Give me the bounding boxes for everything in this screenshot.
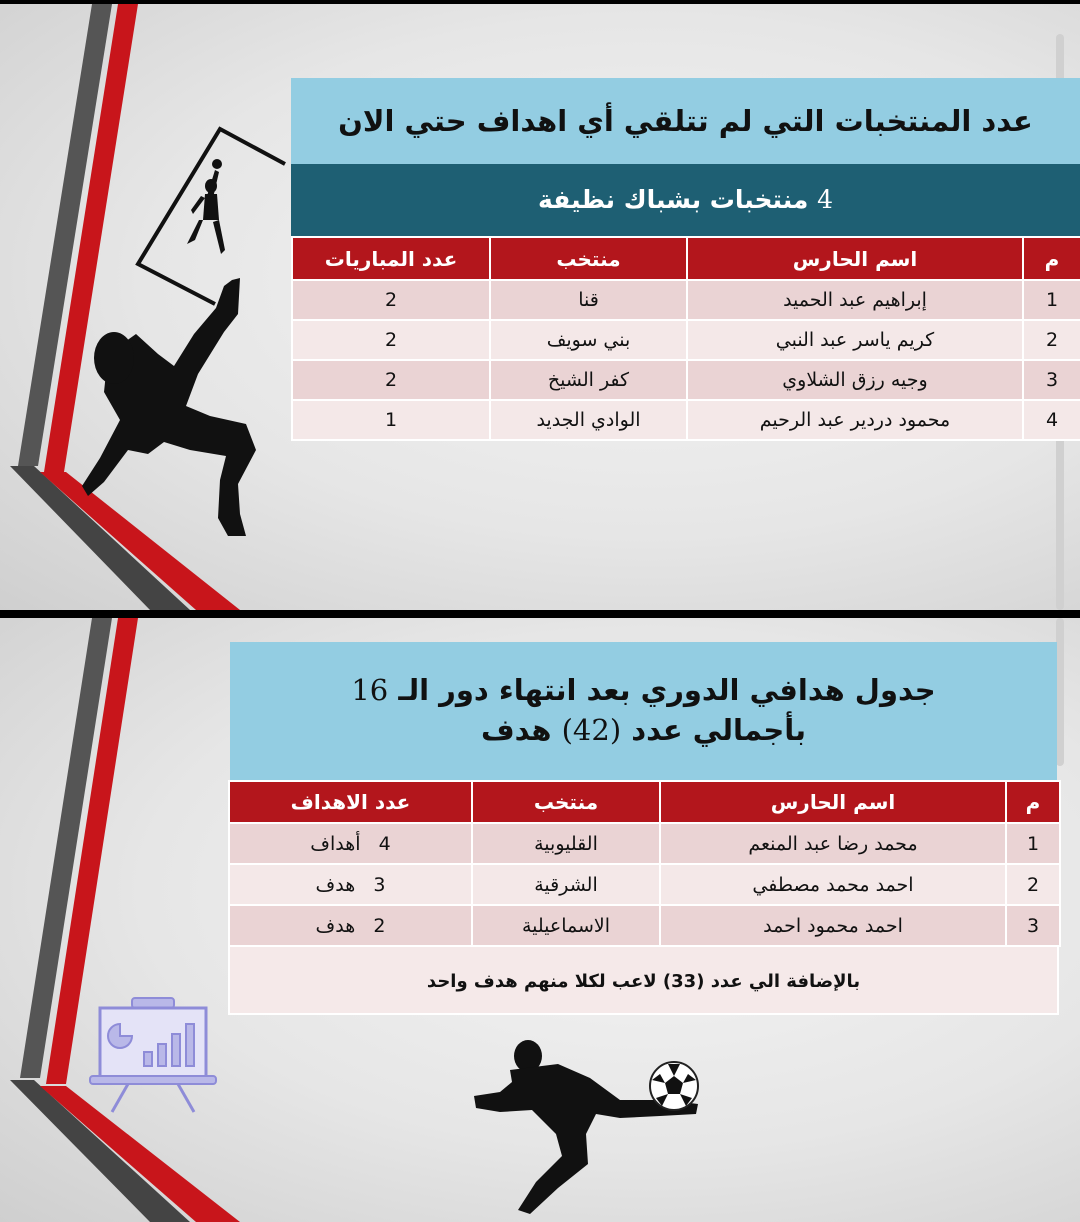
table-row xyxy=(292,360,1080,400)
header-team: منتخب xyxy=(490,237,687,280)
header-goals: عدد الاهداف xyxy=(229,781,472,823)
cell-index: 1 xyxy=(1006,823,1060,864)
header-index: م xyxy=(1023,237,1080,280)
clean-sheets-label: منتخبات بشباك نظيفة xyxy=(537,185,809,214)
header-team: منتخب xyxy=(472,781,660,823)
additional-scorers-note: بالإضافة الي عدد (33) لاعب لكلا منهم هدف واحد xyxy=(228,945,1059,1015)
table-row xyxy=(229,864,1060,905)
cell-goalkeeper: إبراهيم عبد الحميد xyxy=(687,280,1023,320)
cell-team: الاسماعيلية xyxy=(472,905,660,946)
scrollbar[interactable] xyxy=(1056,618,1064,766)
header-goalkeeper: اسم الحارس xyxy=(687,237,1023,280)
table-row xyxy=(229,823,1060,864)
slide-clean-sheets xyxy=(0,4,1080,610)
presentation-chart-icon xyxy=(88,996,218,1116)
bicycle-kick-player-icon xyxy=(78,274,268,544)
cell-goalkeeper: كريم ياسر عبد النبي xyxy=(687,320,1023,360)
clean-sheets-table xyxy=(291,236,1080,441)
title-line-2: بأجمالي عدد (42) هدف xyxy=(480,713,807,747)
table-header-row xyxy=(292,237,1080,280)
cell-team: الوادي الجديد xyxy=(490,400,687,440)
cell-player: احمد محمود احمد xyxy=(660,905,1006,946)
header-matches: عدد المباريات xyxy=(292,237,490,280)
top-scorers-table xyxy=(228,780,1061,947)
clean-sheets-count: 4 xyxy=(817,185,834,214)
cell-goalkeeper: محمود دردير عبد الرحيم xyxy=(687,400,1023,440)
cell-index: 1 xyxy=(1023,280,1080,320)
clean-sheets-subtitle xyxy=(291,164,1080,236)
header-index: م xyxy=(1006,781,1060,823)
cell-index: 2 xyxy=(1006,864,1060,905)
cell-team: القليوبية xyxy=(472,823,660,864)
title-line-1: جدول هدافي الدوري بعد انتهاء دور الـ 16 xyxy=(351,673,936,707)
cell-goals: 4 أهداف xyxy=(229,823,472,864)
soccer-ball-icon xyxy=(648,1060,700,1112)
cell-index: 4 xyxy=(1023,400,1080,440)
cell-team: بني سويف xyxy=(490,320,687,360)
cell-matches: 2 xyxy=(292,360,490,400)
page-title: عدد المنتخبات التي لم تتلقي أي اهداف حتي الان xyxy=(291,78,1080,164)
cell-team: قنا xyxy=(490,280,687,320)
table-row xyxy=(292,320,1080,360)
table-header-row xyxy=(229,781,1060,823)
table-row xyxy=(292,400,1080,440)
page-title xyxy=(230,642,1057,780)
table-row xyxy=(292,280,1080,320)
cell-team: الشرقية xyxy=(472,864,660,905)
cell-matches: 1 xyxy=(292,400,490,440)
cell-index: 3 xyxy=(1006,905,1060,946)
cell-goalkeeper: وجيه رزق الشلاوي xyxy=(687,360,1023,400)
slide-top-scorers xyxy=(0,618,1080,1222)
cell-goals: 2 هدف xyxy=(229,905,472,946)
cell-team: كفر الشيخ xyxy=(490,360,687,400)
header-player: اسم الحارس xyxy=(660,781,1006,823)
cell-matches: 2 xyxy=(292,320,490,360)
cell-goals: 3 هدف xyxy=(229,864,472,905)
cell-player: احمد محمد مصطفي xyxy=(660,864,1006,905)
cell-index: 2 xyxy=(1023,320,1080,360)
cell-player: محمد رضا عبد المنعم xyxy=(660,823,1006,864)
cell-matches: 2 xyxy=(292,280,490,320)
table-row xyxy=(229,905,1060,946)
cell-index: 3 xyxy=(1023,360,1080,400)
